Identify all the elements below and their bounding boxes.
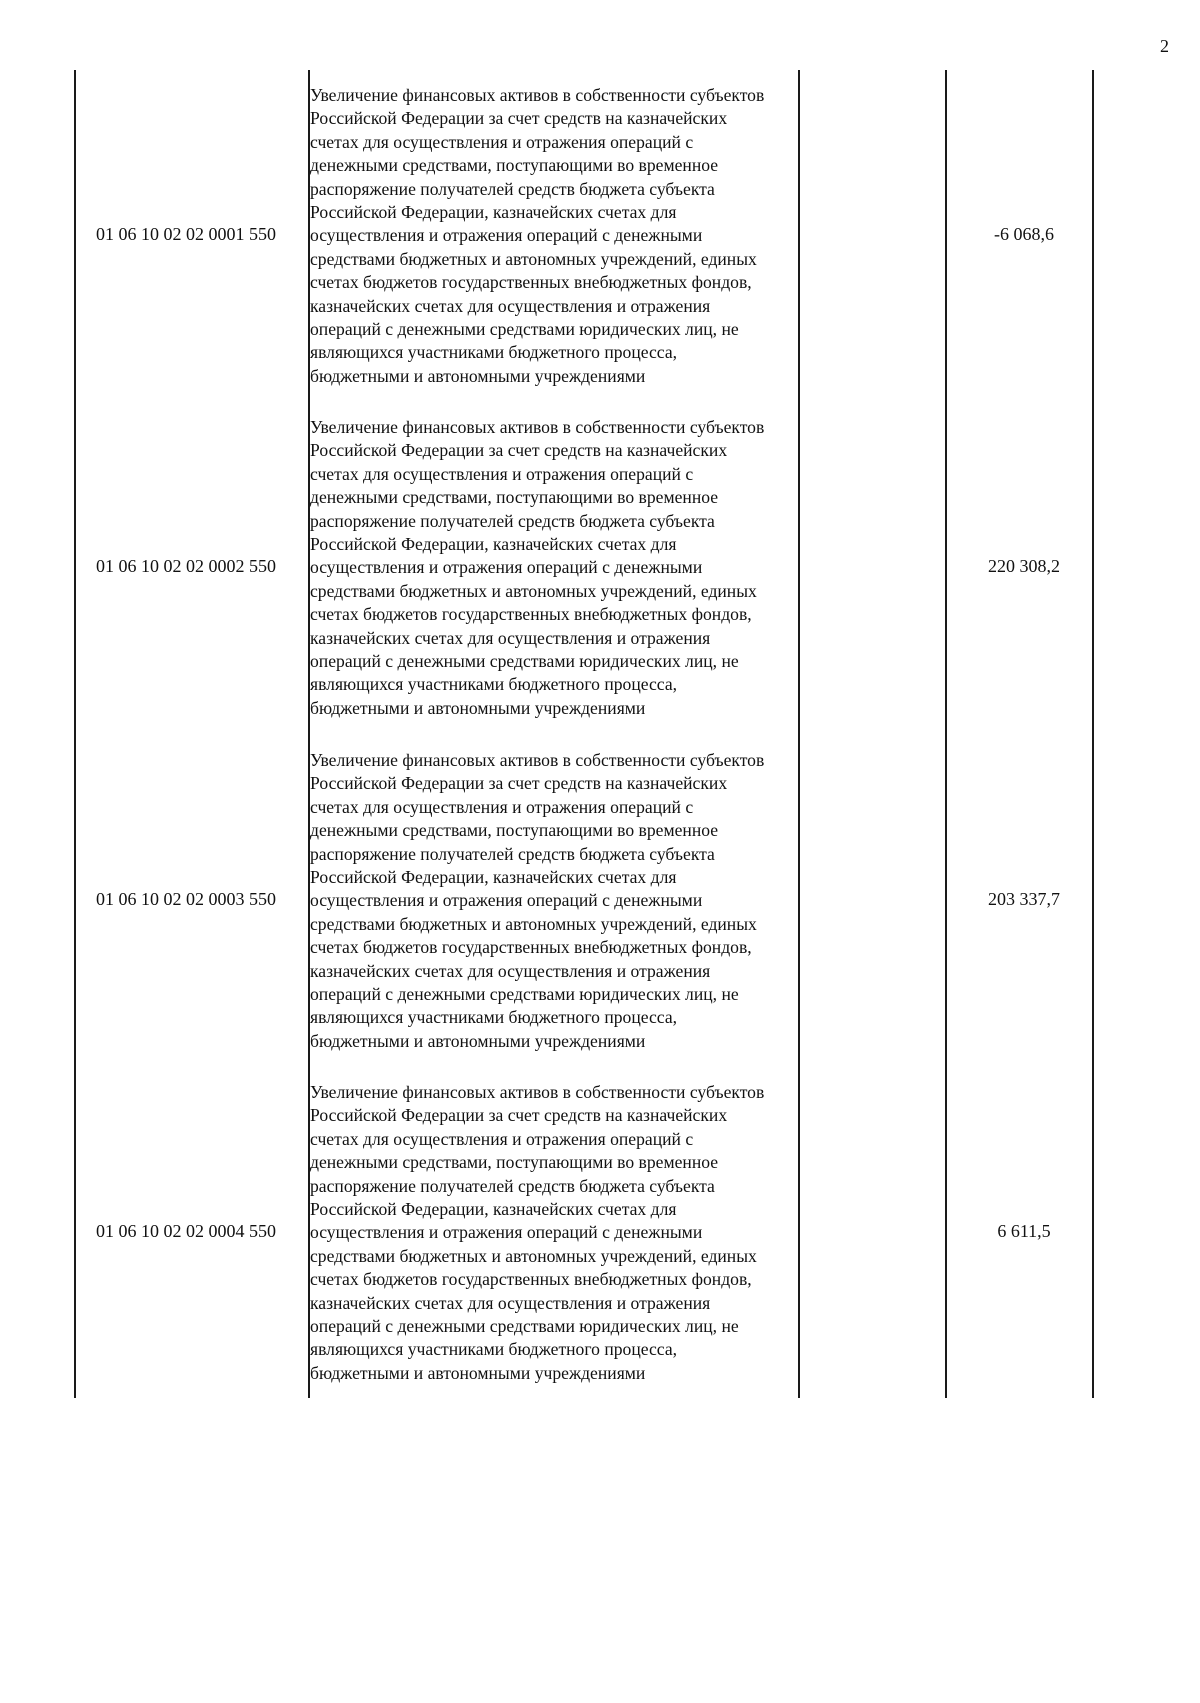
description-line: счетах для осуществления и отражения операций с: [310, 463, 694, 484]
description-line: Российской Федерации, казначейских счетах для: [310, 1199, 677, 1220]
description-line: осуществления и отражения операций с денежными: [310, 890, 703, 911]
description-line: счетах бюджетов государственных внебюджетных фондов,: [310, 1269, 752, 1290]
description-line: денежными средствами, поступающими во временное: [310, 820, 719, 841]
description-line: казначейских счетах для осуществления и отражения: [310, 1292, 711, 1313]
row-description: [310, 84, 800, 388]
description-line: Российской Федерации за счет средств на казначейских: [310, 440, 728, 461]
description-line: являющихся участниками бюджетного процесса,: [310, 1007, 678, 1028]
budget-code: 01 06 10 02 02 0003 550: [96, 889, 276, 909]
description-line: счетах для осуществления и отражения операций с: [310, 131, 694, 152]
description-line: Российской Федерации за счет средств на казначейских: [310, 108, 728, 129]
description-line: Российской Федерации, казначейских счетах для: [310, 202, 677, 223]
description-line: средствами бюджетных и автономных учреждений, единых: [310, 580, 757, 601]
description-line: счетах бюджетов государственных внебюджетных фондов,: [310, 272, 752, 293]
amount-value: 203 337,7: [988, 889, 1060, 909]
description-line: денежными средствами, поступающими во временное: [310, 1152, 719, 1173]
budget-code: 01 06 10 02 02 0002 550: [96, 556, 276, 576]
description-line: казначейских счетах для осуществления и отражения: [310, 295, 711, 316]
budget-code: 01 06 10 02 02 0004 550: [96, 1221, 276, 1241]
description-line: счетах бюджетов государственных внебюджетных фондов,: [310, 937, 752, 958]
description-line: счетах для осуществления и отражения операций с: [310, 796, 694, 817]
description-line: осуществления и отражения операций с денежными: [310, 1222, 703, 1243]
description-line: операций с денежными средствами юридических лиц, не: [310, 651, 739, 672]
description-line: распоряжение получателей средств бюджета субъекта: [310, 178, 715, 199]
column-border: [74, 70, 76, 1398]
description-line: казначейских счетах для осуществления и отражения: [310, 960, 711, 981]
description-line: бюджетными и автономными учреждениями: [310, 1030, 646, 1051]
description-line: Российской Федерации за счет средств на казначейских: [310, 1105, 728, 1126]
description-line: Увеличение финансовых активов в собственности субъектов: [310, 1082, 765, 1102]
row-description: [310, 749, 800, 1053]
description-line: операций с денежными средствами юридических лиц, не: [310, 319, 739, 340]
description-line: денежными средствами, поступающими во временное: [310, 487, 719, 508]
description-line: средствами бюджетных и автономных учреждений, единых: [310, 1245, 757, 1266]
description-line: осуществления и отражения операций с денежными: [310, 557, 703, 578]
description-line: бюджетными и автономными учреждениями: [310, 1362, 646, 1383]
description-line: являющихся участниками бюджетного процесса,: [310, 342, 678, 363]
description-line: Российской Федерации, казначейских счетах для: [310, 534, 677, 555]
description-line: средствами бюджетных и автономных учреждений, единых: [310, 248, 757, 269]
description-line: казначейских счетах для осуществления и отражения: [310, 627, 711, 648]
description-line: бюджетными и автономными учреждениями: [310, 365, 646, 386]
column-border: [945, 70, 947, 1398]
row-description: [310, 416, 800, 720]
description-line: Российской Федерации, казначейских счетах для: [310, 867, 677, 888]
description-line: распоряжение получателей средств бюджета субъекта: [310, 843, 715, 864]
row-description: [310, 1081, 800, 1385]
description-line: счетах для осуществления и отражения операций с: [310, 1128, 694, 1149]
page-number: 2: [1160, 36, 1169, 56]
description-line: Увеличение финансовых активов в собственности субъектов: [310, 750, 765, 770]
description-line: распоряжение получателей средств бюджета субъекта: [310, 510, 715, 531]
description-line: распоряжение получателей средств бюджета субъекта: [310, 1175, 715, 1196]
description-line: счетах бюджетов государственных внебюджетных фондов,: [310, 604, 752, 625]
description-line: операций с денежными средствами юридических лиц, не: [310, 984, 739, 1005]
description-line: бюджетными и автономными учреждениями: [310, 697, 646, 718]
description-line: операций с денежными средствами юридических лиц, не: [310, 1316, 739, 1337]
description-line: являющихся участниками бюджетного процесса,: [310, 1339, 678, 1360]
description-line: денежными средствами, поступающими во временное: [310, 155, 719, 176]
amount-value: -6 068,6: [994, 224, 1054, 244]
description-line: Увеличение финансовых активов в собственности субъектов: [310, 85, 765, 105]
amount-value: 220 308,2: [988, 556, 1060, 576]
description-line: являющихся участниками бюджетного процесса,: [310, 674, 678, 695]
column-border: [1092, 70, 1094, 1398]
description-line: Увеличение финансовых активов в собственности субъектов: [310, 417, 765, 437]
description-line: средствами бюджетных и автономных учреждений, единых: [310, 913, 757, 934]
budget-code: 01 06 10 02 02 0001 550: [96, 224, 276, 244]
amount-value: 6 611,5: [997, 1221, 1051, 1241]
description-line: осуществления и отражения операций с денежными: [310, 225, 703, 246]
description-line: Российской Федерации за счет средств на казначейских: [310, 773, 728, 794]
